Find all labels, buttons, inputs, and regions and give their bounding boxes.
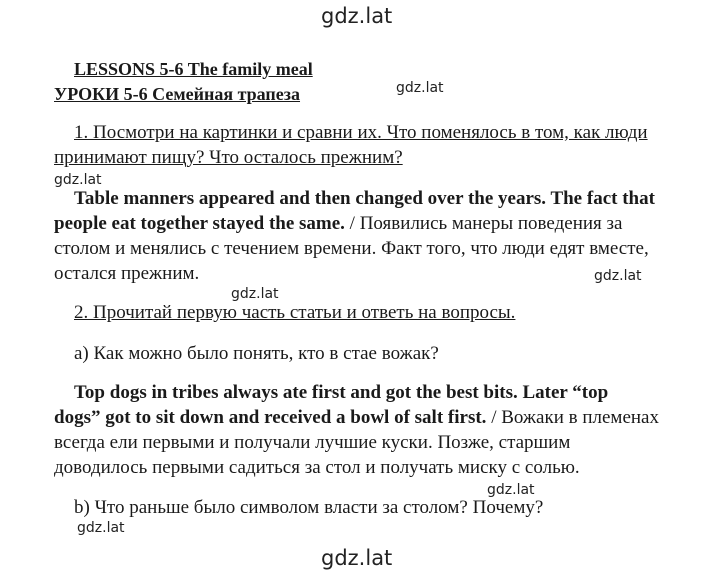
task2-answer-a-line2-rest: / Вожаки в племенах [486,407,659,428]
task2-heading: 2. Прочитай первую часть статьи и ответь на вопросы. [74,302,516,323]
watermark-title-right: gdz.lat [396,80,444,96]
task2-question-a: a) Как можно было понять, кто в стае вожак? [74,343,439,364]
task1-answer-line4: остался прежним. [54,263,200,284]
task1-answer-line2 [54,211,622,237]
task2-answer-a-line2 [54,405,659,431]
task2-question-b: b) Что раньше было символом власти за столом? Почему? [74,497,544,518]
watermark-lower-left: gdz.lat [77,520,125,536]
watermark-top: gdz.lat [321,4,393,28]
watermark-lower-right: gdz.lat [487,482,535,498]
task1-question-line1: 1. Посмотри на картинки и сравни их. Что поменялось в том, как люди [74,122,648,143]
title-russian: УРОКИ 5-6 Семейная трапеза [54,84,301,104]
task1-question-line2: принимают пищу? Что осталось прежним? [54,147,403,168]
task1-answer-line1: Table manners appeared and then changed over the years. The fact that [74,188,655,209]
watermark-bottom: gdz.lat [321,546,393,570]
title-english: LESSONS 5-6 The family meal [74,59,313,79]
task1-answer-line2-bold: people eat together stayed the same. [54,213,345,234]
watermark-mid-1: gdz.lat [231,286,279,302]
task2-answer-a-line4: доводилось первыми садиться за стол и получать миску с солью. [54,457,580,478]
task1-answer-line2-rest: / Появились манеры поведения за [344,213,623,234]
task1-answer-line3: столом и менялись с течением времени. Факт того, что люди едят вместе, [54,238,649,259]
watermark-right-1: gdz.lat [594,268,642,284]
task2-answer-a-line1: Top dogs in tribes always ate first and got the best bits. Later “top [74,382,609,403]
watermark-left-1: gdz.lat [54,172,102,188]
task2-answer-a-line2-bold: dogs” got to sit down and received a bowl of salt first. [54,407,487,428]
task2-answer-a-line3: всегда ели первыми и получали лучшие куски. Позже, старшим [54,432,571,453]
